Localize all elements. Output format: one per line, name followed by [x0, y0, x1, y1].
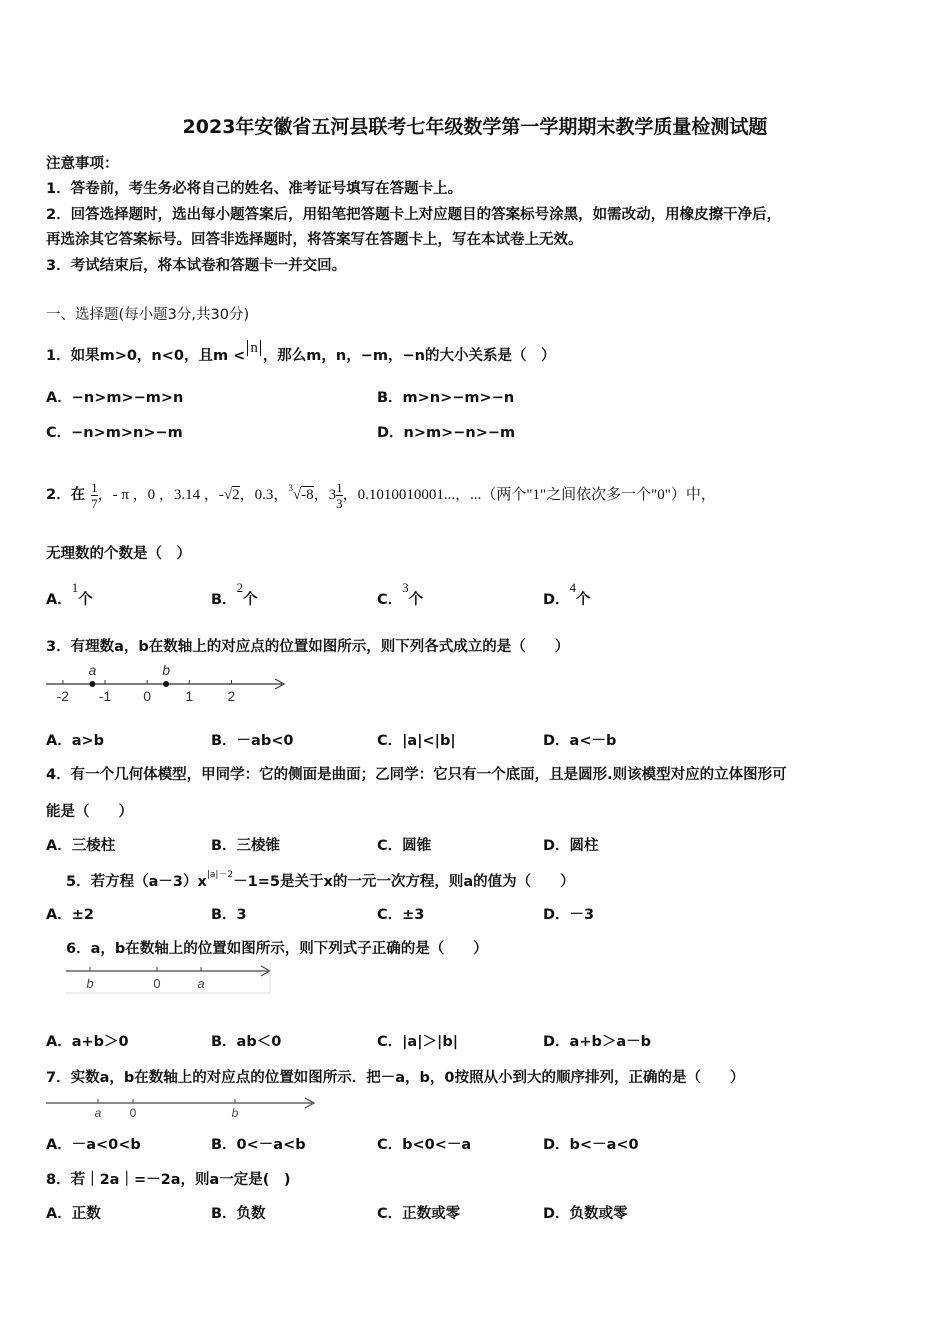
q2-num: 2．在: [46, 487, 86, 503]
q8-option-d: D．负数或零: [543, 1206, 628, 1222]
q7-option-c: C．b<0<－a: [377, 1137, 472, 1153]
q6-label-b: b: [86, 976, 94, 991]
q8-stem: 8．若｜2a｜=－2a，则a一定是( ): [46, 1172, 291, 1188]
q4-stem: 4．有一个几何体模型，甲同学：它的侧面是曲面；乙同学：它只有一个底面，且是圆形.则该模型对应的立体图形可: [46, 767, 787, 783]
q5-option-b: B．3: [211, 907, 247, 923]
q6-option-d: D．a+b＞a－b: [543, 1034, 652, 1050]
q2-cbrt-index: 3: [288, 483, 293, 493]
q2-b-num: 2: [236, 580, 244, 595]
q4-option-a: A．三棱柱: [46, 838, 116, 854]
notice-item-3: 3．考试结束后，将本试卷和答题卡一并交回。: [46, 258, 347, 274]
q6-option-b: B．ab＜0: [211, 1034, 282, 1050]
q2-sqrt2-val: 2: [232, 487, 240, 503]
q6-label-a: a: [197, 976, 205, 991]
q5-option-a: A．±2: [46, 907, 94, 923]
q6-number-line: [64, 960, 276, 996]
q5-stem: [66, 867, 575, 891]
q3-option-d: D．a<－b: [543, 733, 617, 749]
q2-frac-num: 1: [91, 479, 98, 495]
q3-tick-label: 2: [227, 688, 236, 704]
q3-stem: 3．有理数a，b在数轴上的对应点的位置如图所示，则下列各式成立的是（ ）: [46, 639, 570, 655]
q1-abs-n: n: [247, 340, 261, 356]
q5-stem-b: －1=5是关于x的一元一次方程，则a的值为（ ）: [233, 874, 575, 890]
q8-option-a: A．正数: [46, 1206, 101, 1222]
q2-stem: 2．在 $\frac{1}{7}$ ，- π ，0 ，3.14 ，-√2，0.3，$^3$√-8，3 $\frac{1}{3}$ ，0.1010010001...，...（两个"1"之间依次多一个"0"）中，: [46, 479, 716, 511]
notice-heading: 注意事项：: [46, 156, 119, 172]
q7-label-a: a: [94, 1106, 102, 1120]
q6-option-c: C．|a|＞|b|: [377, 1034, 458, 1050]
q2-line2: 无理数的个数是（ ）: [46, 546, 191, 562]
q7-label-0: 0: [129, 1106, 137, 1120]
q3-point-a: [89, 681, 95, 687]
q2-mixed-den: 3: [336, 495, 343, 511]
section-heading: 一、选择题(每小题3分,共30分): [46, 307, 250, 323]
q6-option-a: A．a+b＞0: [46, 1034, 129, 1050]
q2-d-num: 4: [569, 580, 577, 595]
q3-tick-label: 1: [185, 688, 194, 704]
page-title: 2023年安徽省五河县联考七年级数学第一学期期末教学质量检测试题: [182, 116, 768, 138]
q3-label-b: b: [162, 662, 171, 678]
q3-point-b: [163, 681, 169, 687]
q2-option-a: [46, 580, 93, 609]
q7-number-line: [44, 1093, 319, 1121]
notice-item-2: 2．回答选择题时，选出每小题答案后，用铅笔把答题卡上对应题目的答案标号涂黑，如需改动，用橡皮擦干净后，: [46, 207, 782, 223]
q2-item-03: ，0.3，: [239, 487, 289, 503]
q1-stem-a: 1．如果m>0，n<0，且m <: [46, 348, 246, 364]
q2-b-unit: 个: [243, 592, 258, 608]
q7-option-d: D．b<－a<0: [543, 1137, 639, 1153]
q8-option-b: B．负数: [211, 1206, 266, 1222]
q5-stem-a: 5．若方程（a－3）x: [66, 874, 207, 890]
q5-option-d: D．－3: [543, 907, 595, 923]
q4-option-c: C．圆锥: [377, 838, 432, 854]
q5-exponent: |a|－2: [206, 870, 234, 880]
q2-d-unit: 个: [576, 592, 591, 608]
q1-stem-b: ，那么m，n，−m，−n的大小关系是（ ）: [262, 348, 556, 364]
q4-option-b: B．三棱锥: [211, 838, 281, 854]
q2-cbrt-val: -8: [301, 487, 314, 503]
q2-items: ，- π ，0 ，3.14 ，-: [97, 487, 224, 503]
q7-label-b: b: [231, 1106, 239, 1120]
q7-option-a: A．－a<0<b: [46, 1137, 141, 1153]
q2-option-b: [211, 580, 258, 609]
q1-stem: [46, 340, 555, 365]
q3-label-a: a: [88, 662, 97, 678]
q4-option-d: D．圆柱: [543, 838, 599, 854]
q5-option-c: C．±3: [377, 907, 425, 923]
q1-option-b: B．m>n>−m>−n: [377, 390, 515, 406]
q7-stem: 7．实数a，b在数轴上的对应点的位置如图所示．把－a，b，0按照从小到大的顺序排列，正确的是（ ）: [46, 1070, 745, 1086]
q2-a-num: 1: [71, 580, 79, 595]
q3-tick-label: -2: [56, 688, 70, 704]
q2-cbrt: $^3$√-8: [288, 483, 314, 503]
q7-option-b: B．0<－a<b: [211, 1137, 306, 1153]
q4-stem-cont: 能是（ ）: [46, 804, 133, 820]
q6-label-0: 0: [153, 976, 161, 991]
q2-frac-den: 7: [91, 495, 98, 511]
q2-c-label: C．: [377, 592, 403, 608]
notice-item-2-cont: 再选涂其它答案标号。回答非选择题时，将答案写在答题卡上，写在本试卷上无效。: [46, 232, 583, 248]
q3-option-a: A．a>b: [46, 733, 105, 749]
q1-option-d: D．n>m>−n>−m: [377, 425, 516, 441]
q3-tick-label: -1: [98, 688, 112, 704]
q3-option-c: C．|a|<|b|: [377, 733, 456, 749]
q2-sqrt2: √2: [223, 487, 240, 503]
q6-stem: 6．a，b在数轴上的位置如图所示，则下列式子正确的是（ ）: [66, 941, 488, 957]
q2-option-d: [543, 580, 591, 609]
q3-tick-label: 0: [143, 688, 152, 704]
q2-c-unit: 个: [408, 592, 424, 608]
q2-option-c: [377, 580, 423, 609]
q3-option-b: B．－ab<0: [211, 733, 294, 749]
q2-a-unit: 个: [78, 592, 93, 608]
notice-item-1: 1．答卷前，考生务必将自己的姓名、准考证号填写在答题卡上。: [46, 181, 463, 197]
q8-option-c: C．正数或零: [377, 1206, 461, 1222]
q2-d-label: D．: [543, 592, 570, 608]
q2-c-num: 3: [402, 580, 409, 595]
q2-mixed-whole: 3: [328, 487, 337, 503]
q2-b-label: B．: [211, 592, 237, 608]
q1-option-c: C．−n>m>n>−m: [46, 425, 183, 441]
q1-option-a: A．−n>m>−m>n: [46, 390, 184, 406]
q2-mixed-num: 1: [336, 479, 343, 495]
q3-number-line: [44, 660, 289, 705]
q2-a-label: A．: [46, 592, 72, 608]
q2-tail: ，0.1010010001...，...（两个"1"之间依次多一个"0"）中，: [342, 487, 716, 503]
